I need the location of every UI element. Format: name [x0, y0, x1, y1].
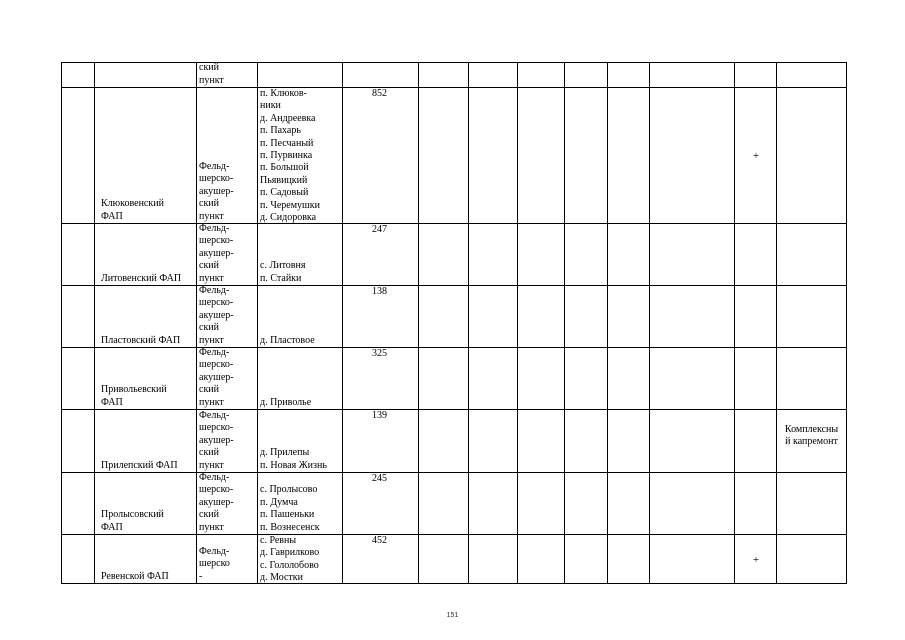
fap-type-cell: Фельд- шерско- акушер- ский пункт: [199, 471, 234, 533]
settlements-cell: д. Приволье: [260, 396, 312, 408]
table-rule: [846, 62, 847, 584]
fap-type-cell: Фельд- шерско- акушер- ский пункт: [199, 160, 234, 222]
population-cell: 247: [372, 224, 387, 235]
population-cell: 852: [372, 88, 387, 99]
settlements-cell: п. Клюков- ники д. Андреевка п. Пахарь п. Песчаный п. Пурвинка п. Большой Пьявицкий п. Садовый п. Черемушки д. Сидоровка: [260, 88, 320, 224]
settlements-cell: д. Пластовое: [260, 334, 315, 346]
table-rule: [734, 62, 735, 584]
table-rule: [94, 62, 95, 584]
fap-name-cell: Пролысовский ФАП: [101, 509, 164, 533]
remark-cell: Комплексны й капремонт: [784, 424, 839, 448]
plus-mark: +: [752, 150, 760, 162]
fap-name-cell: Прилепский ФАП: [101, 459, 178, 471]
table-rule: [607, 62, 608, 584]
table-rule: [418, 62, 419, 584]
table-rule: [649, 62, 650, 584]
fap-type-cell: Фельд- шерско- акушер- ский пункт: [199, 222, 234, 284]
population-cell: 138: [372, 286, 387, 297]
plus-mark: +: [752, 554, 760, 566]
population-cell: 139: [372, 410, 387, 421]
settlements-cell: с. Ревны д. Гаврилково с. Гололобово д. Мостки: [260, 535, 320, 584]
table-rule: [564, 62, 565, 584]
table-rule: [61, 583, 847, 584]
table-rule: [196, 62, 197, 584]
settlements-cell: с. Литовня п. Стайки: [260, 260, 306, 284]
fap-name-cell: Литовенский ФАП: [101, 272, 182, 284]
fap-name-cell: Привольевский ФАП: [101, 384, 167, 408]
table-rule: [776, 62, 777, 584]
table-rule: [468, 62, 469, 584]
fap-type-cell: Фельд- шерско- акушер- ский пункт: [199, 346, 234, 408]
fap-type-cell: Фельд- шерско -: [199, 545, 230, 582]
fap-name-cell: Пластовский ФАП: [101, 334, 181, 346]
table-rule: [342, 62, 343, 584]
table-rule: [61, 62, 847, 63]
table-rule: [61, 62, 62, 584]
continuation-type-cell: ский пункт: [199, 62, 224, 86]
settlements-cell: д. Прилепы п. Новая Жизнь: [260, 447, 327, 471]
population-cell: 245: [372, 473, 387, 484]
fap-type-cell: Фельд- шерско- акушер- ский пункт: [199, 284, 234, 346]
fap-type-cell: Фельд- шерско- акушер- ский пункт: [199, 409, 234, 471]
table: [61, 62, 847, 584]
fap-name-cell: Ревенской ФАП: [101, 570, 169, 582]
fap-name-cell: Клюковенский ФАП: [101, 198, 164, 222]
population-cell: 452: [372, 535, 387, 546]
table-rule: [517, 62, 518, 584]
population-cell: 325: [372, 348, 387, 359]
table-rule: [257, 62, 258, 584]
page-number: 151: [446, 612, 459, 619]
settlements-cell: с. Пролысово п. Думча п. Пашеньки п. Вознесенск: [260, 484, 320, 533]
